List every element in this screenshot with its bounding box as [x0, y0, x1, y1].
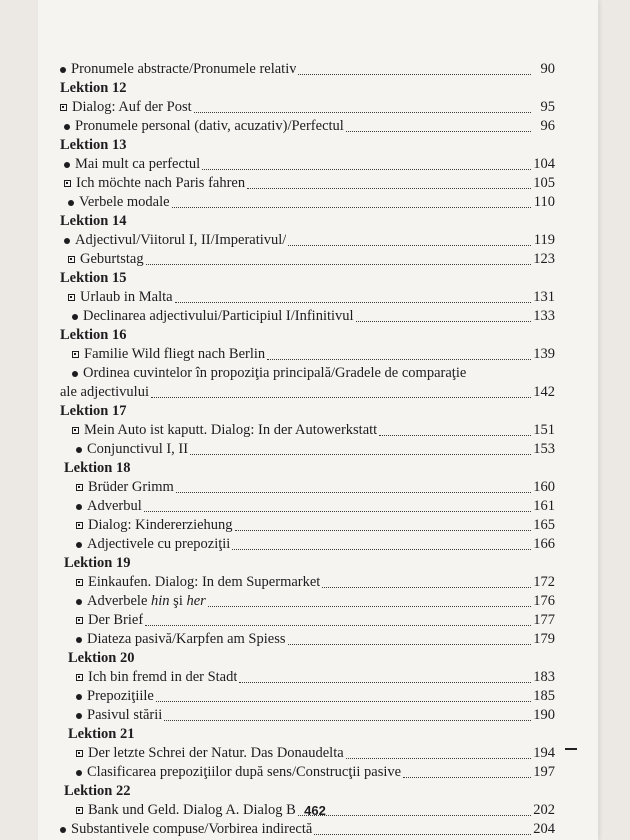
- lesson-heading: [60, 269, 555, 288]
- lesson-title: Lektion 13: [60, 137, 127, 153]
- toc-page-number: 110: [533, 194, 555, 210]
- dot-leader: [298, 73, 531, 75]
- toc-entry-title: Adverbul: [87, 498, 142, 514]
- toc-page-number: 179: [533, 631, 555, 647]
- toc-entry-title: Ich bin fremd in der Stadt: [88, 669, 238, 685]
- toc-entry: [60, 421, 555, 440]
- toc-entry-title: Brüder Grimm: [88, 479, 174, 495]
- lesson-title: Lektion 20: [68, 650, 135, 666]
- toc-entry-title: Der letzte Schrei der Natur. Das Donaudelta: [88, 745, 344, 761]
- toc-entry: [60, 231, 555, 250]
- dot-leader: [202, 168, 531, 170]
- toc-entry-title: Conjunctivul I, II: [87, 441, 189, 457]
- toc-page-number: 165: [533, 517, 555, 533]
- toc-page-number: 190: [533, 707, 555, 723]
- bullet-dot-icon: [72, 314, 78, 320]
- toc-entry-title: Pasivul stării: [87, 707, 163, 723]
- lesson-heading: [60, 782, 555, 801]
- toc-entry-title: Pronumele abstracte/Pronumele relativ: [71, 61, 297, 77]
- toc-page-number: 90: [540, 61, 555, 77]
- dot-leader: [267, 358, 531, 360]
- bullet-dot-icon: [76, 637, 82, 643]
- toc-entry-title: Prepoziţiile: [87, 688, 154, 704]
- toc-entry-title: Dialog: Auf der Post: [72, 99, 192, 115]
- dot-leader: [235, 529, 531, 531]
- toc-entry: [60, 345, 555, 364]
- toc-page-number: 194: [533, 745, 555, 761]
- dot-leader: [379, 434, 531, 436]
- bullet-square-icon: [76, 617, 83, 624]
- lesson-heading: [60, 136, 555, 155]
- bullet-dot-icon: [64, 124, 70, 130]
- toc-entry: [60, 535, 555, 554]
- bullet-square-icon: [72, 427, 79, 434]
- lesson-title: Lektion 17: [60, 403, 127, 419]
- dot-leader: [146, 263, 531, 265]
- toc-entry: [60, 744, 555, 763]
- bullet-square-icon: [76, 750, 83, 757]
- bullet-square-icon: [76, 579, 83, 586]
- dot-leader: [356, 320, 531, 322]
- toc-entry-title: Adverbele hin şi her: [87, 593, 206, 609]
- toc-entry: [60, 117, 555, 136]
- toc-entry: [60, 288, 555, 307]
- toc-entry-title: Ich möchte nach Paris fahren: [76, 175, 246, 191]
- toc-entry: [60, 478, 555, 497]
- lesson-title: Lektion 19: [64, 555, 131, 571]
- dot-leader: [156, 700, 531, 702]
- bullet-dot-icon: [64, 162, 70, 168]
- toc-entry-title: Bank und Geld. Dialog A. Dialog B: [88, 802, 296, 818]
- table-of-contents: [60, 60, 555, 839]
- toc-entry: [60, 668, 555, 687]
- toc-page-number: 133: [533, 308, 555, 324]
- toc-entry: [60, 364, 555, 383]
- bullet-square-icon: [76, 484, 83, 491]
- toc-page-number: 142: [533, 384, 555, 400]
- bullet-square-icon: [68, 294, 75, 301]
- dot-leader: [208, 605, 531, 607]
- toc-page-number: 131: [533, 289, 555, 305]
- lesson-heading: [60, 402, 555, 421]
- bullet-square-icon: [72, 351, 79, 358]
- toc-page-number: 104: [533, 156, 555, 172]
- bullet-dot-icon: [76, 713, 82, 719]
- toc-page-number: 166: [533, 536, 555, 552]
- toc-page-number: 176: [533, 593, 555, 609]
- bullet-dot-icon: [76, 542, 82, 548]
- toc-entry: [60, 820, 555, 839]
- page-number: 462: [304, 803, 326, 818]
- toc-entry: [60, 155, 555, 174]
- toc-entry-continuation: [60, 383, 555, 402]
- lesson-title: Lektion 12: [60, 80, 127, 96]
- bullet-square-icon: [76, 674, 83, 681]
- dot-leader: [144, 510, 531, 512]
- toc-page-number: 96: [540, 118, 555, 134]
- toc-entry-title: Pronumele personal (dativ, acuzativ)/Perfectul: [75, 118, 344, 134]
- dot-leader: [175, 301, 531, 303]
- lesson-heading: [60, 212, 555, 231]
- lesson-title: Lektion 21: [68, 726, 135, 742]
- bullet-dot-icon: [76, 447, 82, 453]
- dot-leader: [247, 187, 531, 189]
- toc-entry: [60, 611, 555, 630]
- toc-page-number: 119: [533, 232, 555, 248]
- lesson-heading: [60, 79, 555, 98]
- toc-page-number: 204: [533, 821, 555, 837]
- bullet-dot-icon: [76, 599, 82, 605]
- toc-entry-title: Familie Wild fliegt nach Berlin: [84, 346, 266, 362]
- bullet-dot-icon: [60, 827, 66, 833]
- toc-entry-title: Urlaub in Malta: [80, 289, 173, 305]
- toc-entry: [60, 497, 555, 516]
- toc-entry: [60, 516, 555, 535]
- toc-entry: [60, 174, 555, 193]
- dot-leader: [194, 111, 531, 113]
- toc-entry: [60, 763, 555, 782]
- toc-entry-title: Der Brief: [88, 612, 144, 628]
- toc-entry-title: Mein Auto ist kaputt. Dialog: In der Autowerkstatt: [84, 422, 378, 438]
- toc-entry-title: Clasificarea prepoziţiilor după sens/Construcţii pasive: [87, 764, 402, 780]
- dot-leader: [403, 776, 531, 778]
- dot-leader: [288, 244, 531, 246]
- dot-leader: [190, 453, 531, 455]
- toc-entry-title: Adjectivele cu prepoziţii: [87, 536, 231, 552]
- toc-page-number: 151: [533, 422, 555, 438]
- toc-entry: [60, 307, 555, 326]
- toc-entry-title: Geburtstag: [80, 251, 144, 267]
- bullet-dot-icon: [68, 200, 74, 206]
- toc-entry: [60, 60, 555, 79]
- toc-page-number: 160: [533, 479, 555, 495]
- lesson-heading: [60, 725, 555, 744]
- toc-entry-title: Einkaufen. Dialog: In dem Supermarket: [88, 574, 321, 590]
- bullet-dot-icon: [60, 67, 66, 73]
- bullet-square-icon: [76, 522, 83, 529]
- dot-leader: [172, 206, 531, 208]
- toc-entry-title: Verbele modale: [79, 194, 170, 210]
- bullet-dot-icon: [64, 238, 70, 244]
- dot-leader: [239, 681, 531, 683]
- toc-entry: [60, 706, 555, 725]
- toc-entry-title: Substantivele compuse/Vorbirea indirectă: [71, 821, 313, 837]
- bullet-dot-icon: [76, 770, 82, 776]
- lesson-heading: [60, 326, 555, 345]
- toc-page-number: 105: [533, 175, 555, 191]
- dot-leader: [346, 130, 531, 132]
- toc-page-number: 185: [533, 688, 555, 704]
- bullet-square-icon: [60, 104, 67, 111]
- toc-page-number: 177: [533, 612, 555, 628]
- toc-entry-title: Mai mult ca perfectul: [75, 156, 201, 172]
- toc-entry: [60, 98, 555, 117]
- dot-leader: [232, 548, 531, 550]
- bullet-dot-icon: [76, 694, 82, 700]
- toc-entry-title: Dialog: Kindererziehung: [88, 517, 233, 533]
- dot-leader: [322, 586, 531, 588]
- toc-entry-title: Adjectivul/Viitorul I, II/Imperativul/: [75, 232, 287, 248]
- lesson-title: Lektion 18: [64, 460, 131, 476]
- toc-page-number: 172: [533, 574, 555, 590]
- lesson-title: Lektion 16: [60, 327, 127, 343]
- dot-leader: [314, 833, 531, 835]
- toc-entry: [60, 687, 555, 706]
- toc-page-number: 95: [540, 99, 555, 115]
- toc-page-number: 139: [533, 346, 555, 362]
- lesson-title: Lektion 14: [60, 213, 127, 229]
- dot-leader: [176, 491, 531, 493]
- bullet-square-icon: [64, 180, 71, 187]
- toc-page-number: 197: [533, 764, 555, 780]
- toc-entry-title: Diateza pasivă/Karpfen am Spiess: [87, 631, 286, 647]
- toc-page-number: 161: [533, 498, 555, 514]
- dot-leader: [346, 757, 531, 759]
- dot-leader: [151, 396, 531, 398]
- lesson-heading: [60, 459, 555, 478]
- lesson-title: Lektion 22: [64, 783, 131, 799]
- lesson-title: Lektion 15: [60, 270, 127, 286]
- toc-page-number: 183: [533, 669, 555, 685]
- toc-page-number: 202: [533, 802, 555, 818]
- toc-entry-title: Ordinea cuvintelor în propoziţia principală/Gradele de comparaţie: [83, 365, 467, 381]
- lesson-heading: [60, 649, 555, 668]
- toc-entry: [60, 630, 555, 649]
- margin-dash: [565, 748, 577, 750]
- toc-entry: [60, 250, 555, 269]
- toc-entry: [60, 440, 555, 459]
- bullet-dot-icon: [76, 504, 82, 510]
- dot-leader: [145, 624, 531, 626]
- dot-leader: [164, 719, 531, 721]
- toc-entry: [60, 592, 555, 611]
- toc-page-number: 153: [533, 441, 555, 457]
- toc-entry-title: Declinarea adjectivului/Participiul I/Infinitivul: [83, 308, 354, 324]
- toc-page-number: 123: [533, 251, 555, 267]
- toc-entry: [60, 193, 555, 212]
- toc-entry-title: ale adjectivului: [60, 384, 149, 400]
- bullet-square-icon: [68, 256, 75, 263]
- dot-leader: [288, 643, 532, 645]
- toc-entry: [60, 573, 555, 592]
- bullet-dot-icon: [72, 371, 78, 377]
- lesson-heading: [60, 554, 555, 573]
